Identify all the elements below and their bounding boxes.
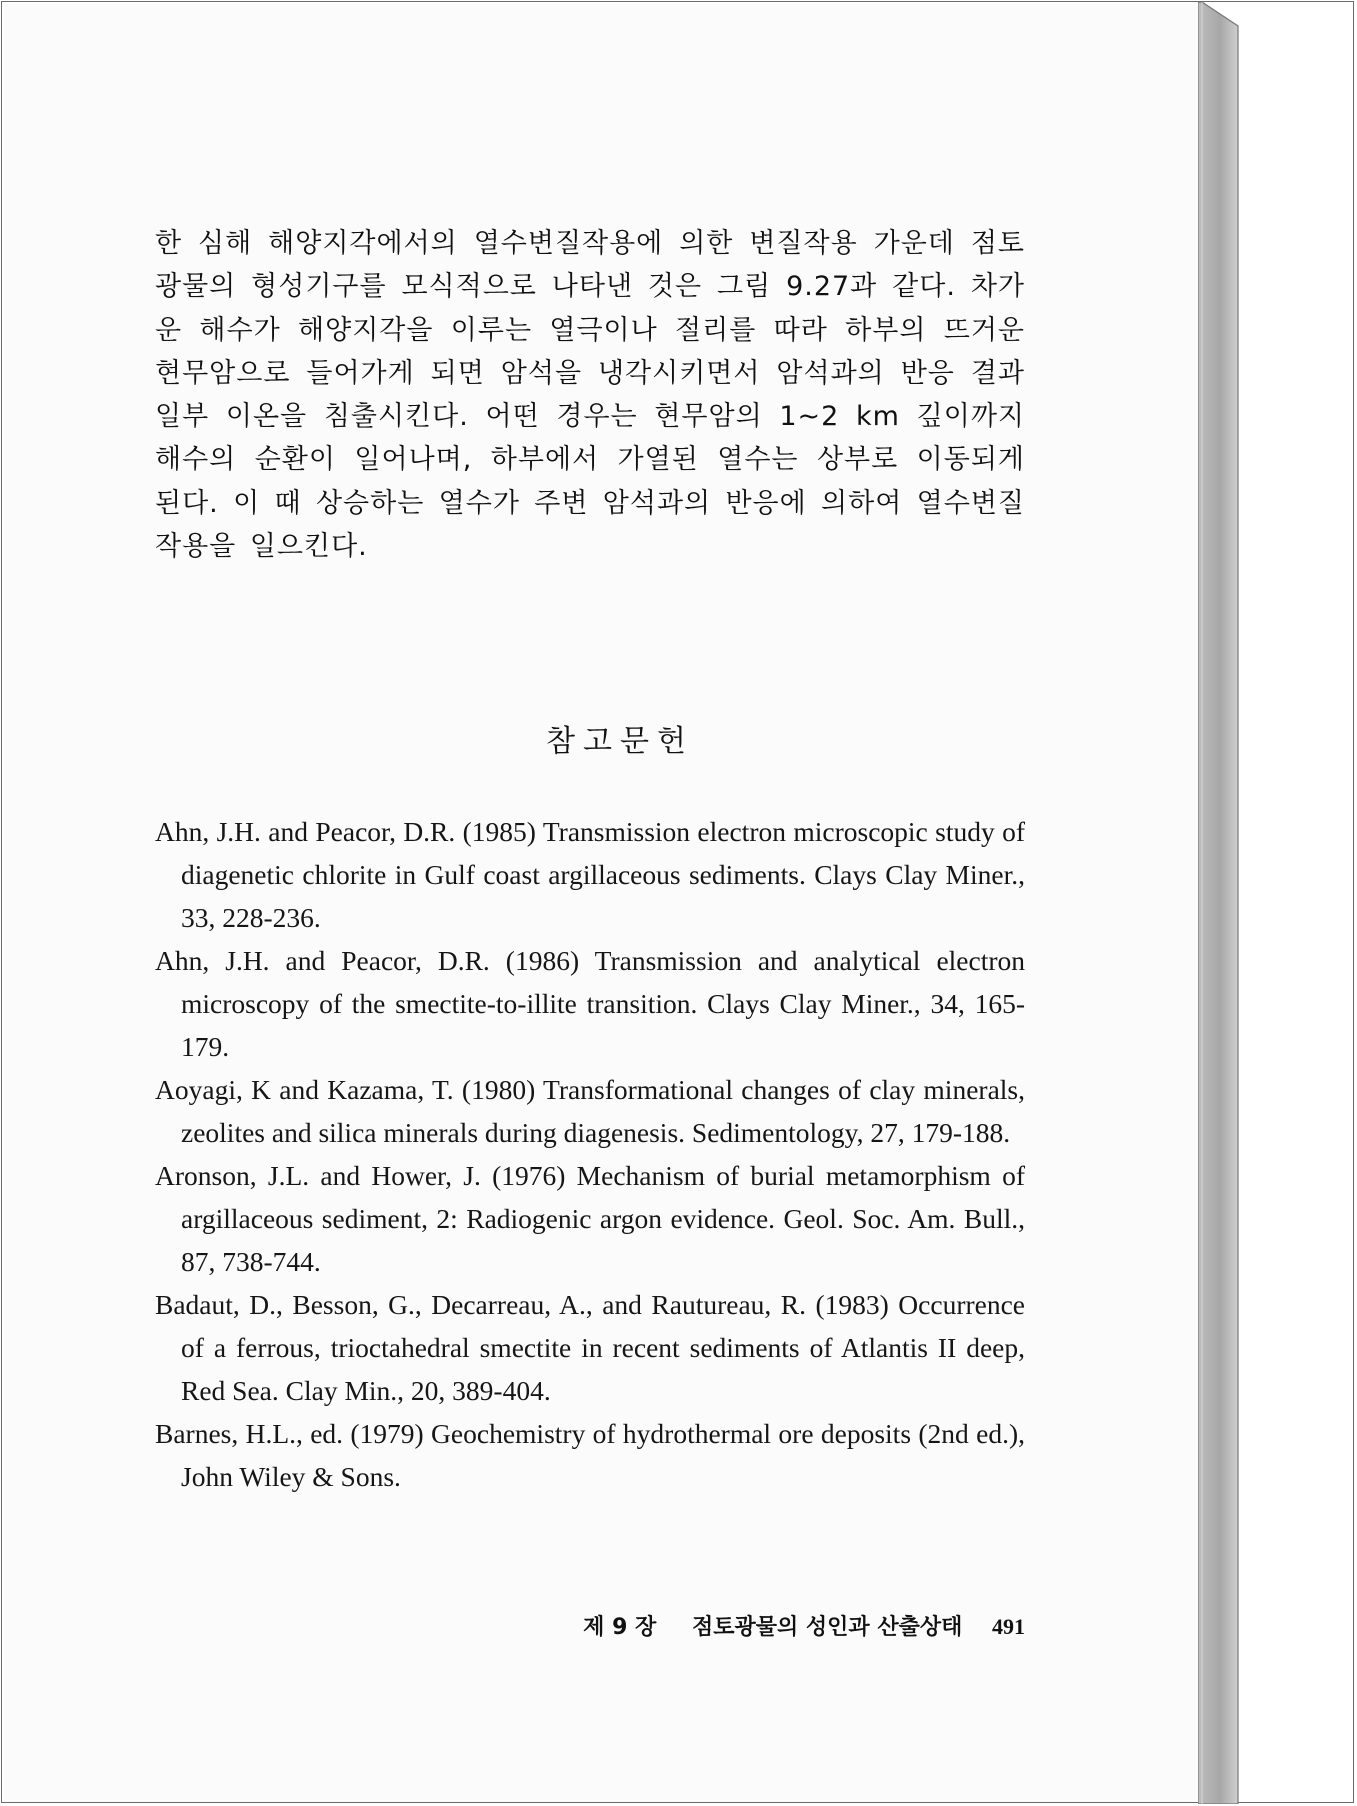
reference-entry: Badaut, D., Besson, G., Decarreau, A., and Rautureau, R. (1983) Occurrence of a ferrous, trioctahedral smectite in recent sediments of Atlantis II deep, Red Sea. Clay Min., 20, 389-404. xyxy=(155,1289,1025,1406)
reference-entry: Ahn, J.H. and Peacor, D.R. (1985) Transmission electron microscopic study of diagenetic chlorite in Gulf coast argillaceous sediments. Clays Clay Miner., 33, 228-236. xyxy=(155,816,1025,933)
chapter-label: 제 9 장 xyxy=(583,1615,657,1640)
page-footer xyxy=(520,1610,1025,1641)
page-edge-shape xyxy=(1198,2,1242,1804)
references-heading: 참고문헌 xyxy=(546,724,694,759)
reference-entry: Ahn, J.H. and Peacor, D.R. (1986) Transmission and analytical electron microscopy of the smectite-to-illite transition. Clays Clay Miner., 34, 165-179. xyxy=(155,945,1025,1062)
reference-entry: Barnes, H.L., ed. (1979) Geochemistry of hydrothermal ore deposits (2nd ed.), John Wiley & Sons. xyxy=(155,1418,1025,1492)
reference-list xyxy=(155,810,1025,1498)
page-number: 491 xyxy=(992,1614,1025,1639)
reference-entry: Aoyagi, K and Kazama, T. (1980) Transformational changes of clay minerals, zeolites and silica minerals during diagenesis. Sedimentology, 27, 179-188. xyxy=(155,1074,1025,1148)
page-stack-edge xyxy=(1198,2,1242,1804)
body-paragraph: 한 심해 해양지각에서의 열수변질작용에 의한 변질작용 가운데 점토광물의 형성기구를 모식적으로 나타낸 것은 그림 9.27과 같다. 차가운 해수가 해양지각을 이루는 열극이나 절리를 따라 하부의 뜨거운 현무암으로 들어가게 되면 암석을 냉각시키면서 암석과의 반응 결과 일부 이온을 침출시킨다. 어떤 경우는 현무암의 1~2 km 깊이까지 해수의 순환이 일어나며, 하부에서 가열된 열수는 상부로 이동되게 된다. 이 때 상승하는 열수가 주변 암석과의 반응에 의하여 열수변질작용을 일으킨다. xyxy=(155,228,1025,563)
chapter-title: 점토광물의 성인과 산출상태 xyxy=(691,1615,963,1640)
reference-entry: Aronson, J.L. and Hower, J. (1976) Mechanism of burial metamorphism of argillaceous sediment, 2: Radiogenic argon evidence. Geol. Soc. Am. Bull., 87, 738-744. xyxy=(155,1160,1025,1277)
